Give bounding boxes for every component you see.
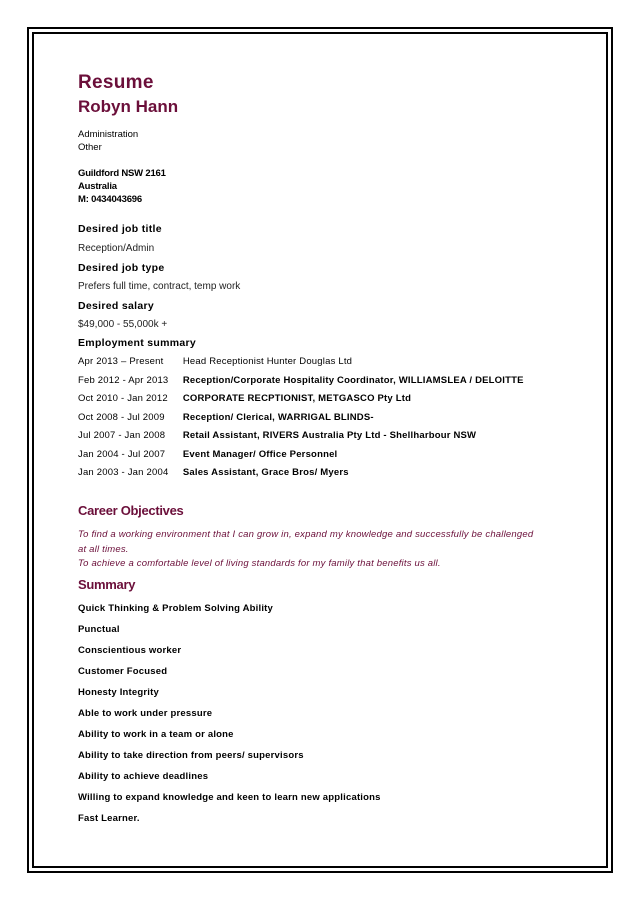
- career-objective-line: To find a working environment that I can grow in, expand my knowledge and successfully be challenged: [78, 529, 534, 540]
- desired-job-type-label: Desired job type: [78, 262, 165, 274]
- employment-entry: [78, 467, 349, 478]
- employment-summary-label: Employment summary: [78, 337, 197, 349]
- category-line: Administration: [78, 129, 139, 140]
- summary-item: Fast Learner.: [78, 813, 140, 824]
- address-line: Australia: [78, 181, 117, 192]
- employment-role: Retail Assistant, RIVERS Australia Pty Ltd - Shellharbour NSW: [182, 430, 477, 441]
- summary-heading: Summary: [78, 577, 136, 592]
- summary-item: Ability to work in a team or alone: [78, 729, 234, 740]
- employment-dates: Jan 2004 - Jul 2007: [78, 449, 166, 460]
- desired-salary-label: Desired salary: [78, 300, 154, 312]
- employment-entry: [78, 430, 476, 441]
- desired-salary-value: $49,000 - 55,000k +: [78, 319, 168, 330]
- summary-item: Quick Thinking & Problem Solving Ability: [78, 603, 274, 614]
- employment-dates: Feb 2012 - Apr 2013: [78, 375, 169, 386]
- employment-role: Head Receptionist Hunter Douglas Ltd: [182, 356, 353, 367]
- desired-job-title-label: Desired job title: [78, 223, 162, 235]
- career-objective-line: To achieve a comfortable level of living standards for my family that benefits us all.: [78, 558, 441, 569]
- employment-entry: [78, 412, 374, 423]
- employment-role: Reception/Corporate Hospitality Coordinator, WILLIAMSLEA / DELOITTE: [182, 375, 524, 386]
- employment-dates: Oct 2010 - Jan 2012: [78, 393, 168, 404]
- address-line: Guildford NSW 2161: [78, 168, 166, 179]
- employment-dates: Apr 2013 – Present: [78, 356, 164, 367]
- employment-role: Reception/ Clerical, WARRIGAL BLINDS-: [182, 412, 374, 423]
- employment-dates: Jul 2007 - Jan 2008: [78, 430, 166, 441]
- summary-item: Ability to achieve deadlines: [78, 771, 209, 782]
- candidate-name: Robyn Hann: [78, 97, 179, 116]
- employment-dates: Oct 2008 - Jul 2009: [78, 412, 165, 423]
- employment-role: Sales Assistant, Grace Bros/ Myers: [182, 467, 349, 478]
- phone-line: M: 0434043696: [78, 194, 142, 205]
- employment-entry: [78, 375, 524, 386]
- summary-item: Conscientious worker: [78, 645, 182, 656]
- summary-item: Customer Focused: [78, 666, 168, 677]
- employment-entry: [78, 449, 337, 460]
- summary-item: Honesty Integrity: [78, 687, 159, 698]
- document-title: Resume: [78, 72, 154, 93]
- summary-item: Punctual: [78, 624, 120, 635]
- summary-item: Ability to take direction from peers/ supervisors: [78, 750, 304, 761]
- category-line: Other: [78, 142, 102, 153]
- employment-role: Event Manager/ Office Personnel: [182, 449, 338, 460]
- employment-entry: [78, 356, 352, 367]
- employment-dates: Jan 2003 - Jan 2004: [78, 467, 169, 478]
- career-objectives-heading: Career Objectives: [78, 503, 184, 518]
- employment-role: CORPORATE RECPTIONIST, METGASCO Pty Ltd: [182, 393, 412, 404]
- summary-item: Willing to expand knowledge and keen to learn new applications: [78, 792, 381, 803]
- employment-entry: [78, 393, 411, 404]
- career-objective-line: at all times.: [78, 544, 129, 555]
- summary-item: Able to work under pressure: [78, 708, 213, 719]
- desired-job-title-value: Reception/Admin: [78, 243, 155, 254]
- desired-job-type-value: Prefers full time, contract, temp work: [78, 281, 241, 292]
